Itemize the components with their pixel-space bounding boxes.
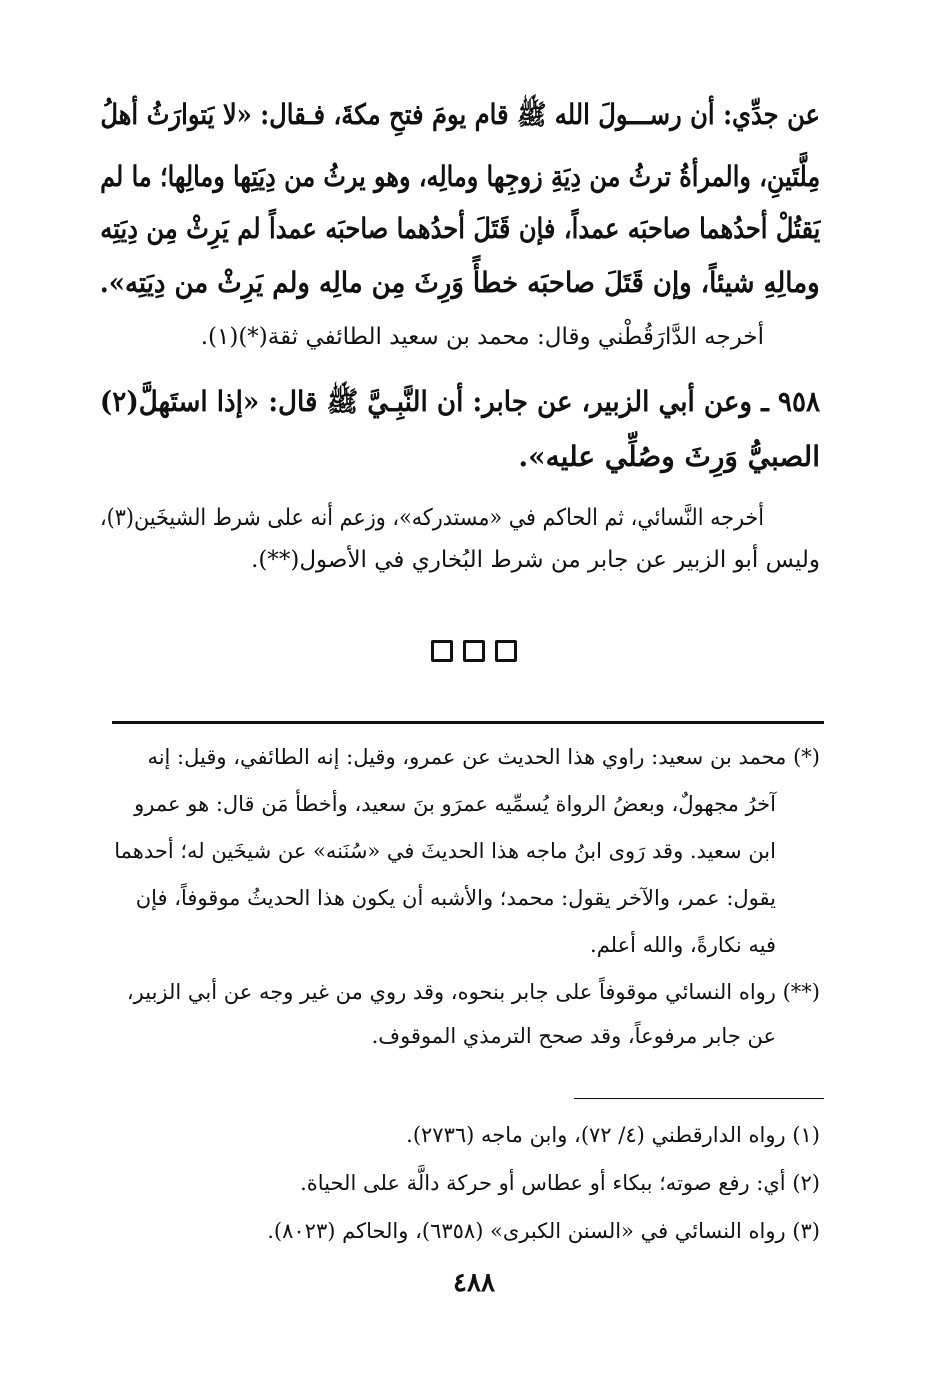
note-line-3: ابن سعيد. وقد رَوى ابنُ ماجه هذا الحديثَ في «سُنَنه» عن شيخَين له؛ أحدهما [114, 839, 776, 863]
main-text-line-2: مِلَّتَينِ، والمرأةُ ترثُ من دِيَةِ زوجِها ومالِه، وهو يرثُ من دِيَتِها ومالِها؛ ما لم [99, 160, 820, 193]
divider-square-icon [463, 640, 485, 662]
footnote-1: (١) رواه الدارقطني (٤/ ٧٢)، وابن ماجه (٢٧٣٦). [406, 1123, 820, 1147]
source-note-1: أخرجه الدَّارَقُطْني وقال: محمد بن سعيد الطائفي ثقة(*)(١). [200, 324, 764, 350]
source-note-2-line-2: وليس أبو الزبير عن جابر من شرط البُخاري في الأصول(**). [251, 547, 820, 573]
footnotes-separator [574, 1098, 824, 1099]
divider-square-icon [431, 640, 453, 662]
note-line-5: فيه نكارةً، والله أعلم. [590, 933, 776, 957]
note-line-2: آخرُ مجهولٌ، وبعضُ الرواة يُسمِّيه عمرَو بنَ سعيد، وأخطأ مَن قال: هو عمرو [134, 792, 776, 816]
footnote-2: (٢) أي: رفع صوته؛ ببكاء أو عطاس أو حركة دالَّة على الحياة. [300, 1171, 820, 1195]
main-text-line-1: عن جدِّي: أن رســـولَ الله ﷺ قام يومَ فتحِ مكةَ، فـقال: «لا يَتوارَثُ أهلُ [100, 98, 820, 131]
main-text-line-3: يَقتُلْ أحدُهما صاحبَه عمداً، فإن قَتَلَ أحدُهما صاحبَه عمداً لم يَرِثْ مِن دِيَتِه [99, 212, 820, 245]
hadith-958-line-1: ٩٥٨ ـ وعن أبي الزبير، عن جابر: أن النَّبِـيَّ ﷺ قال: «إذا استَهلَّ(٢) [99, 385, 820, 418]
note-line-6: (**) رواه النسائي موقوفاً على جابر بنحوه، وقد روي من غير وجه عن أبي الزبير، [126, 980, 820, 1004]
section-divider [0, 640, 948, 662]
source-note-2-line-1: أخرجه النَّسائي، ثم الحاكم في «مستدركه»، وزعم أنه على شرط الشيخَين(٣)، [99, 505, 764, 531]
note-line-4: يقول: عمر، والآخر يقول: محمد؛ والأشبه أن يكون هذا الحديثُ موقوفاً، فإن [135, 886, 776, 910]
notes-separator [112, 721, 824, 724]
note-line-1: (*) محمد بن سعيد: راوي هذا الحديث عن عمرو، وقيل: إنه الطائفي، وقيل: إنه [147, 745, 820, 769]
hadith-958-line-2: الصبيُّ وَرِثَ وصُلِّي عليه». [518, 440, 820, 473]
page-number: ٤٨٨ [453, 1268, 495, 1298]
main-text-line-4: ومالِهِ شيئاً، وإن قَتَلَ صاحبَه خطأً وَرِثَ مِن مالِه ولم يَرِثْ من دِيَتِه». [100, 266, 820, 299]
divider-square-icon [495, 640, 517, 662]
footnote-3: (٣) رواه النسائي في «السنن الكبرى» (٦٣٥٨)، والحاكم (٨٠٢٣). [267, 1219, 820, 1243]
note-line-7: عن جابر مرفوعاً، وقد صحح الترمذي الموقوف. [371, 1024, 776, 1048]
